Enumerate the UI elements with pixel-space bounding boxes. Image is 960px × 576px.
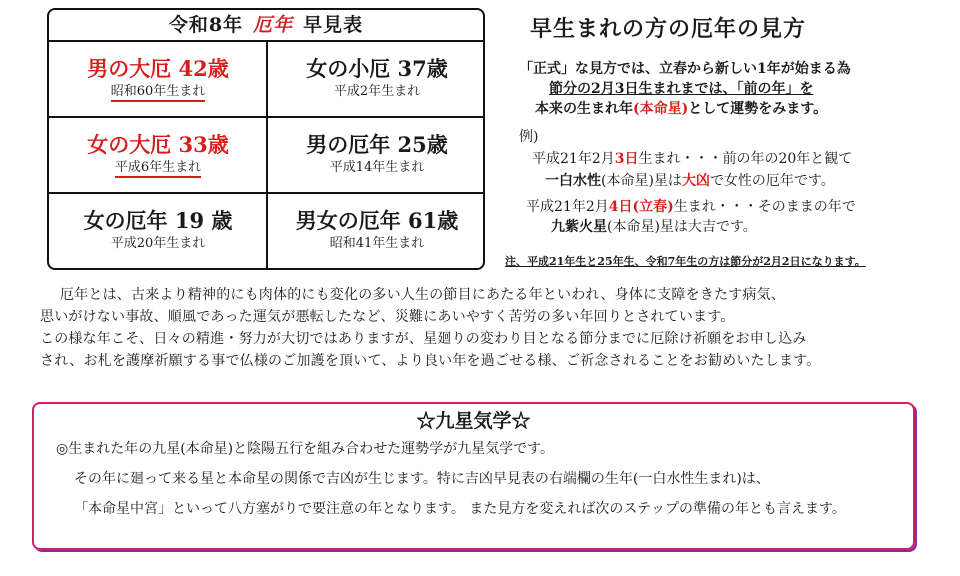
table-cell-male-yakudoshi: [268, 118, 485, 192]
ex1-red: 3日: [614, 151, 639, 167]
explain-line-3-red: (本命星): [633, 101, 689, 117]
ex1-b: 生まれ・・・前の年の20年と観て: [638, 151, 853, 167]
kyusei-line-1: ◎生まれた年の九星(本命星)と陰陽五行を組み合わせた運勢学が九星気学です。: [56, 441, 555, 457]
cell-sub: 平成2年生まれ: [333, 84, 421, 99]
early-birth-title: 早生まれの方の厄年の見方: [530, 16, 807, 42]
ex4-a: 九紫火星: [551, 219, 607, 235]
cell-main: 女の大厄 33歳: [87, 132, 229, 157]
table-cell-female-shoyaku: [268, 42, 485, 116]
cell-main: 男の厄年 25歳: [306, 132, 448, 157]
cell-sub-text: 平成6年生まれ: [115, 160, 201, 178]
body-line-1: 厄年とは、古来より精神的にも肉体的にも変化の多い人生の節目にあたる年といわれ、身体に支障をきたす病気、: [60, 287, 786, 303]
ex3-b: 生まれ・・・そのままの年で: [673, 199, 856, 215]
example-line-2: [545, 172, 835, 190]
kyusei-line-2: その年に廻って来る星と本命星の関係で吉凶が生じます。特に吉凶早見表の右端欄の生年(一白水性生まれ)は、: [74, 471, 770, 487]
yakudoshi-table: [47, 8, 485, 270]
table-cell-female-taiyaku: [49, 118, 267, 192]
example-line-4: [551, 218, 757, 236]
ex2-c: で女性の厄年です。: [709, 173, 835, 189]
body-line-4: され、お札を護摩祈願する事で仏様のご加護を頂いて、より良い年を過ごせる様、ご祈念されることをお勧めいたします。: [40, 353, 821, 369]
kyusei-line-3: 「本命星中宮」といって八方塞がりで要注意の年となります。 また見方を変えれば次のステップの準備の年とも言えます。: [74, 501, 846, 517]
example-label: 例): [519, 129, 539, 145]
explain-line-1: 「正式」な見方では、立春から新しい1年が始まる為: [519, 61, 851, 77]
example-line-1: [532, 150, 852, 168]
ex1-a: 平成21年2月: [532, 151, 615, 167]
table-title-hayamihyo: 早見表: [303, 14, 364, 36]
ex2-red: 大凶: [681, 173, 710, 189]
footnote: 注、平成21年生と25年生、令和7年生の方は節分が2月2日になります。: [505, 255, 866, 268]
ex3-a: 平成21年2月: [526, 199, 609, 215]
explain-line-3: [535, 100, 827, 118]
cell-main: 男の大厄 42歳: [87, 56, 229, 81]
table-cell-male-taiyaku: [49, 42, 267, 116]
cell-sub: [49, 160, 267, 176]
table-title-year: 令和8年: [168, 14, 244, 36]
ex4-b: (本命星)星は大吉です。: [607, 219, 757, 235]
kyusei-title: ☆九星気学☆: [416, 410, 531, 432]
cell-sub: 平成14年生まれ: [329, 160, 425, 175]
cell-main: 女の厄年 19 歳: [83, 208, 233, 233]
table-title-yakudoshi: 厄年: [253, 14, 294, 36]
table-cell-female-yakudoshi: [49, 194, 267, 268]
body-line-3: この様な年こそ、日々の精進・努力が大切ではありますが、星廻りの変わり目となる節分までに厄除け祈願をお申し込み: [40, 331, 807, 347]
explain-line-3-b: として運勢をみます。: [688, 101, 828, 117]
cell-sub: 平成20年生まれ: [110, 236, 206, 251]
table-title: [49, 10, 483, 42]
cell-sub: 昭和41年生まれ: [329, 236, 425, 251]
body-line-2: 思いがけない事故、順風であった運気が悪転したなど、災難にあいやすく苦労の多い年回りとされています。: [40, 309, 735, 325]
ex3-red: 4日(立春): [608, 199, 674, 215]
cell-main: 女の小厄 37歳: [306, 56, 448, 81]
cell-sub-text: 昭和60年生まれ: [111, 84, 206, 102]
explain-line-3-a: 本来の生まれ年: [535, 101, 633, 117]
table-cell-both-yakudoshi: [268, 194, 485, 268]
explain-line-2: 節分の2月3日生まれまでは、「前の年」を: [549, 81, 814, 97]
cell-sub: [49, 84, 267, 100]
kyusei-kigaku-box: [32, 402, 915, 550]
example-line-3: [526, 198, 856, 216]
cell-main: 男女の厄年 61歳: [295, 208, 459, 233]
ex2-b: (本命星)星は: [601, 173, 682, 189]
ex2-a: 一白水性: [545, 173, 601, 189]
